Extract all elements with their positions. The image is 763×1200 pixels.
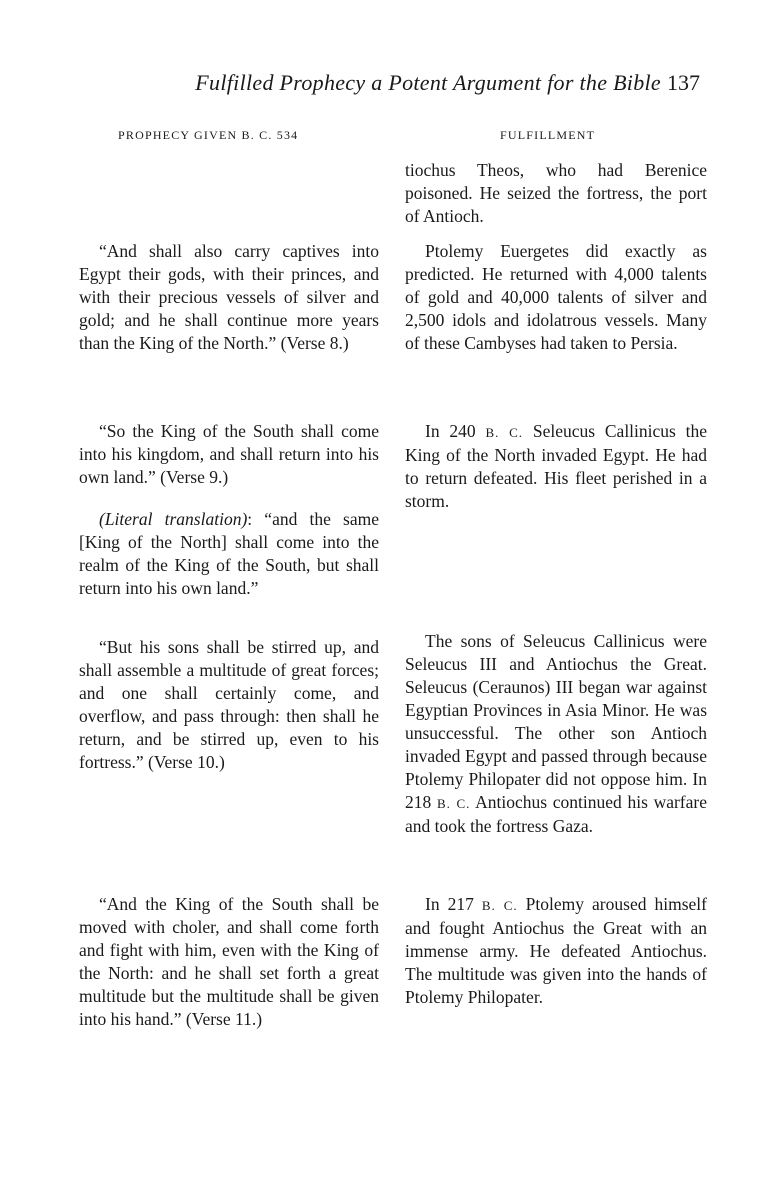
prophecy-verse-11: “And the King of the South shall be moved with choler, and shall come forth and fight with him, even with the King of the North: and he shall set forth a great multitude but the multitude shall be given into his hand.” (Verse 11.) — [79, 894, 379, 1029]
prophecy-verse-10: “But his sons shall be stirred up, and shall assemble a multitude of great forces; and one shall certainly come, and overflow, and pass through: then shall he return, and be stirred up, even to his fortress.” (Verse 10.) — [79, 637, 379, 772]
era-abbreviation: B. C. — [481, 898, 518, 913]
running-head — [110, 70, 700, 96]
era-abbreviation: B. C. — [436, 796, 471, 811]
fulfillment-verse-10-tail: Antiochus continued his warfare and took the fortress Gaza. — [405, 792, 707, 836]
prophecy-verse-8: “And shall also carry captives into Egypt their gods, with their princes, and with their precious vessels of silver and gold; and he shall continue more years than the King of the North.” (Verse 8.) — [79, 241, 379, 353]
prophecy-column-heading: PROPHECY GIVEN B. C. 534 — [118, 128, 299, 142]
fulfillment-verse-11-body: Ptolemy aroused himself and fought Antiochus the Great with an immense army. He defeated Antiochus. The multitude was given into the hands of Ptolemy Philopater. — [405, 894, 707, 1007]
fulfillment-verse-11-lead: In 217 — [425, 894, 474, 914]
literal-translation-label: (Literal translation) — [99, 509, 248, 529]
literal-translation-text: : “and the same [King of the North] shall come into the realm of the King of the South, but shall return into his own land.” — [79, 509, 379, 598]
prophecy-literal-translation — [79, 508, 379, 600]
fulfillment-continuation: tiochus Theos, who had Berenice poisoned. He seized the fortress, the port of Antioch. — [405, 160, 707, 226]
fulfillment-verse-10-body: The sons of Seleucus Callinicus were Seleucus III and Antiochus the Great. Seleucus (Ceraunos) III began war against Egyptian Provinces in Asia Minor. He was unsuccessful. The other son Antioch invaded Egypt and passed through because Ptolemy Philopater did not oppose him. In 218 — [405, 631, 707, 812]
fulfillment-verse-10 — [405, 630, 707, 838]
page-number: 137 — [667, 70, 700, 95]
fulfillment-verse-8: Ptolemy Euergetes did exactly as predicted. He returned with 4,000 talents of gold and 40,000 talents of silver and 2,500 idols and idolatrous vessels. Many of these Cambyses had taken to Persia. — [405, 241, 707, 353]
era-abbreviation: B. C. — [485, 425, 524, 440]
prophecy-verse-9: “So the King of the South shall come into his kingdom, and shall return into his own land.” (Verse 9.) — [79, 421, 379, 487]
fulfillment-verse-11 — [405, 893, 707, 1009]
fulfillment-verse-9 — [405, 420, 707, 513]
fulfillment-column-heading: FULFILLMENT — [500, 128, 596, 142]
running-title: Fulfilled Prophecy a Potent Argument for the Bible — [195, 70, 661, 95]
fulfillment-verse-9-lead: In 240 — [425, 421, 476, 441]
fulfillment-verse-9-body: Seleucus Callinicus the King of the North invaded Egypt. He had to return defeated. His fleet perished in a storm. — [405, 421, 708, 511]
